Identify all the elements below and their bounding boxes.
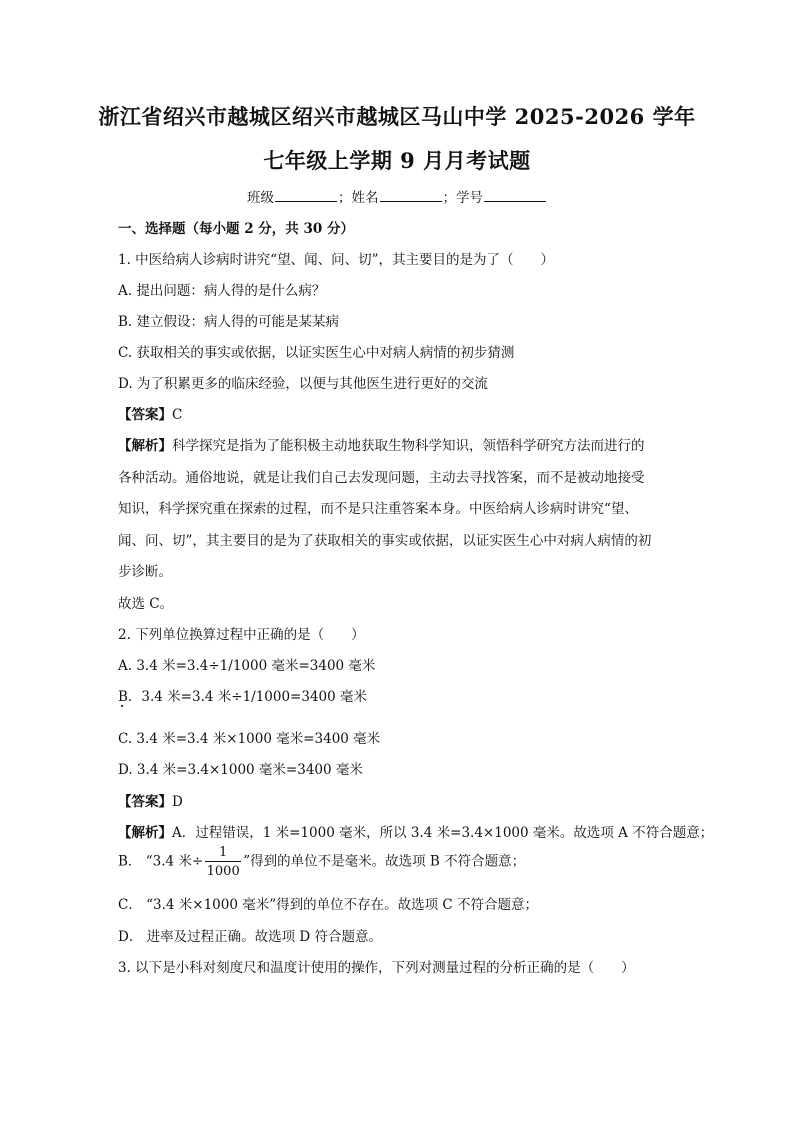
q2-analysis-b [118,846,525,878]
name-label: ；姓名 [338,190,379,206]
q2-option-b: B．3.4 米=3.4 米÷1/1000=3400 毫米 [118,689,368,705]
section-heading: 一、选择题（每小题 2 分，共 30 分） [118,221,354,237]
q1-answer [118,403,182,423]
q1-analysis-line5: 步诊断。 [118,564,172,580]
answer-label: 【答案】 [118,794,172,810]
q2-analysis-a [118,821,713,841]
id-label: ；学号 [442,190,483,206]
q2-option-c: C. 3.4 米=3.4 米×1000 毫米=3400 毫米 [118,731,381,747]
q1-analysis-line1 [118,434,645,454]
name-blank [380,189,442,202]
fraction-denominator: 1000 [206,864,240,879]
exam-title-line2: 七年级上学期 9 月月考试题 [263,148,531,173]
q1-option-c: C. 获取相关的事实或依据，以证实医生心中对病人病情的初步猜测 [118,345,515,361]
q3-stem: 3. 以下是小科对刻度尺和温度计使用的操作，下列对测量过程的分析正确的是（ ） [118,960,635,976]
answer-label: 【答案】 [118,407,172,423]
q1-stem: 1. 中医给病人诊病时讲究“望、闻、问、切”，其主要目的是为了（ ） [118,252,554,268]
q2-option-d: D. 3.4 米=3.4×1000 毫米=3400 毫米 [118,762,363,778]
answer-value: C [172,407,183,423]
q1-analysis-line4: 闻、问、切”，其主要目的是为了获取相关的事实或依据，以证实医生心中对病人病情的初 [118,533,652,549]
q1-conclusion: 故选 C。 [118,596,174,612]
q2-stem: 2. 下列单位换算过程中正确的是（ ） [118,627,365,643]
student-info-line [0,186,794,206]
answer-value: D [172,794,183,810]
analysis-text: 科学探究是指为了能积极主动地获取生物科学知识，领悟科学研究方法而进行的 [172,438,645,454]
class-label: 班级 [247,190,274,206]
q2-answer [118,790,183,810]
q1-analysis-line3: 知识，科学探究重在探索的过程，而不是只注重答案本身。中医给病人诊病时讲究“望、 [118,501,638,517]
analysis-text: A．过程错误，1 米=1000 毫米，所以 3.4 米=3.4×1000 毫米。故选项 A 不符合题意； [172,825,714,841]
q2-analysis-d: D． 进率及过程正确。故选项 D 符合题意。 [118,929,383,945]
analysis-b-suffix: ”得到的单位不是毫米。故选项 B 不符合题意； [243,853,526,870]
analysis-label: 【解析】 [118,825,172,841]
exam-title-line1: 浙江省绍兴市越城区绍兴市越城区马山中学 2025-2026 学年 [98,104,696,129]
class-blank [275,189,337,202]
q1-option-a: A. 提出问题：病人得的是什么病？ [118,283,326,299]
id-blank [484,189,546,202]
analysis-b-prefix: B． “3.4 米÷ [118,853,204,870]
q2-option-a: A. 3.4 米=3.4÷1/1000 毫米=3400 毫米 [118,658,376,674]
fraction [205,846,241,878]
q1-option-d: D. 为了积累更多的临床经验，以便与其他医生进行更好的交流 [118,376,488,392]
stray-dot [121,705,123,707]
q1-analysis-line2: 各种活动。通俗地说，就是让我们自己去发现问题，主动去寻找答案，而不是被动地接受 [118,470,645,486]
q1-option-b: B. 建立假设：病人得的可能是某某病 [118,314,340,330]
fraction-numerator: 1 [219,845,228,860]
q2-analysis-c: C． “3.4 米×1000 毫米”得到的单位不存在。故选项 C 不符合题意； [118,897,539,913]
analysis-label: 【解析】 [118,438,172,454]
